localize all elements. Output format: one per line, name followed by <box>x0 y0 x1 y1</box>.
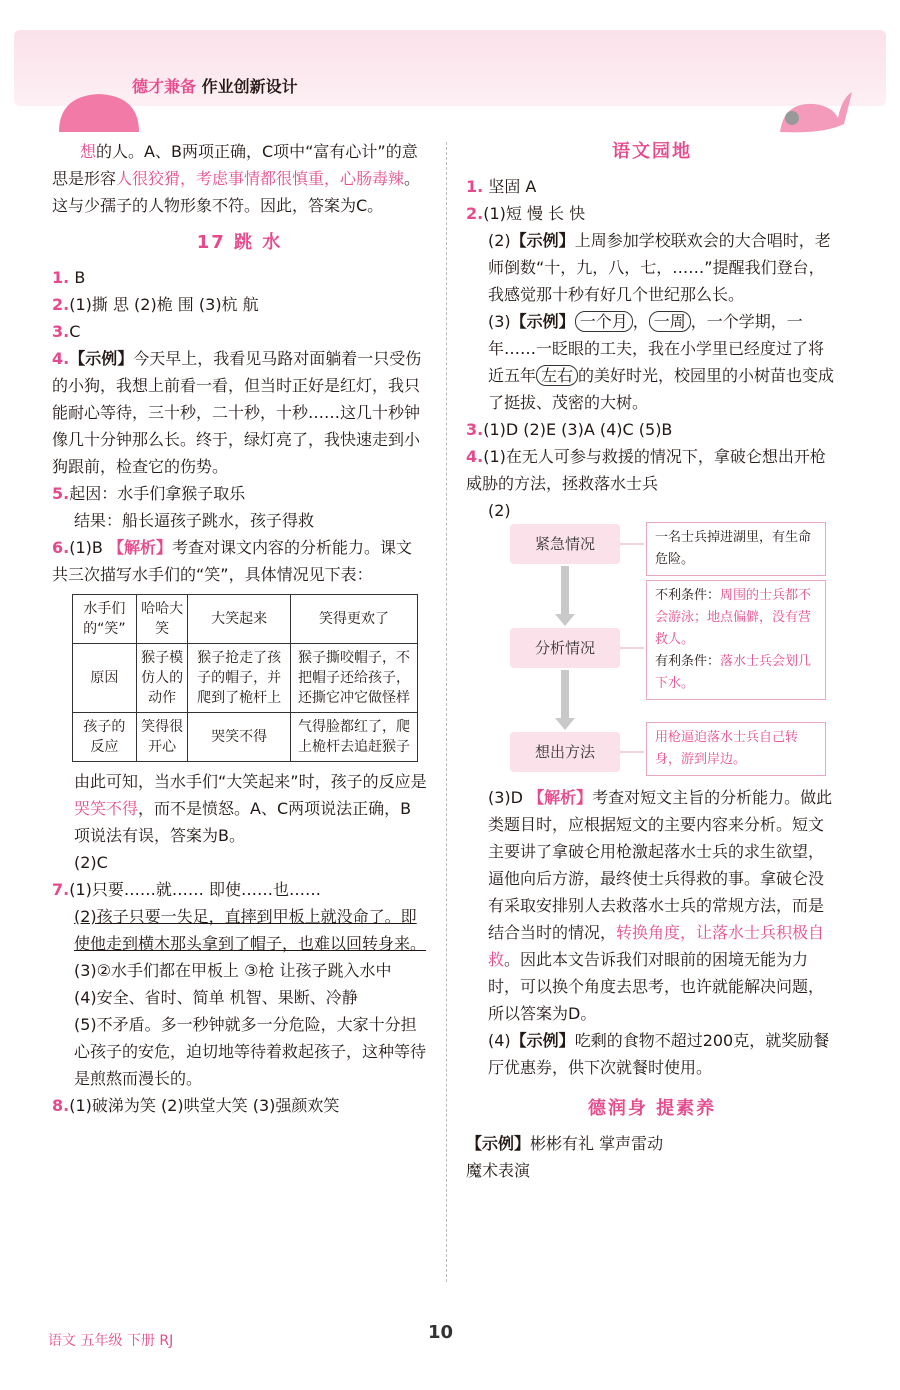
whale-tail-icon <box>774 88 854 134</box>
answer-6-explain: 由此可知，当水手们“大笑起来”时，孩子的反应是哭笑不得，而不是愤怒。A、C两项说法正确，B项说法有误，答案为B。 <box>74 772 427 845</box>
answer-6-2: (2)C <box>74 853 108 872</box>
table-cell: 笑得很开心 <box>136 713 188 762</box>
answer-4: 4.【示例】今天早上，我看见马路对面躺着一只受伤的小狗，我想上前看一看，但当时正好是红灯，我只能耐心等待，三十秒，二十秒，十秒……这几十秒钟像几十分钟那么长。终于，绿灯亮了，我快速走到小狗跟前，检查它的伤势。 <box>52 349 422 476</box>
answer-6: 6.(1)B 【解析】考查对课文内容的分析能力。课文共三次描写水手们的“笑”，具体情况见下表： <box>52 538 412 584</box>
left-column <box>52 138 427 1119</box>
table-cell: 猴子撕咬帽子，不把帽子还给孩子，还撕它冲它做怪样 <box>290 644 417 713</box>
answer-7-4: (4)安全、省时、简单 机智、果断、冷静 <box>74 988 358 1007</box>
flow-diagram <box>466 526 838 776</box>
answer-3: 3.(1)D (2)E (3)A (4)C (5)B <box>466 420 673 439</box>
answer-3: 3.C <box>52 322 81 341</box>
footer-subject: 语文 五年级 下册 RJ <box>48 1333 174 1349</box>
header-brand: 德才兼备 作业创新设计 <box>132 77 298 96</box>
section-title-2: 德润身 提素养 <box>587 1098 717 1119</box>
answer-4-4: (4)【示例】吃剩的食物不超过200克，就奖励餐厅优惠券，供下次就餐时使用。 <box>488 1031 830 1077</box>
column-divider <box>446 142 447 1282</box>
answer-1: 1. 坚固 A <box>466 177 537 196</box>
answer-7-5: (5)不矛盾。多一秒钟就多一分危险，大家十分担心孩子的安危，迫切地等待着救起孩子，这种等待是煎熬而漫长的。 <box>74 1015 427 1088</box>
table-cell: 原因 <box>73 644 137 713</box>
flow-step-1: 紧急情况 <box>510 524 620 564</box>
answer-4-2: (2) <box>488 501 511 520</box>
answer-2-2: (2)【示例】上周参加学校联欢会的大合唱时，老师倒数“十，九，八，七，……”提醒我们登台，我感觉那十秒有好几个世纪那么长。 <box>488 231 831 304</box>
answer-7-2: (2)孩子只要一失足，直摔到甲板上就没命了。即使他走到横木那头拿到了帽子，也难以回转身来。 <box>74 907 427 953</box>
flow-arrows <box>466 526 666 776</box>
page-header <box>14 30 886 106</box>
answer-2: 2.(1)撕 思 (2)桅 围 (3)杭 航 <box>52 295 259 314</box>
answer-5: 5.起因：水手们拿猴子取乐 <box>52 484 246 503</box>
table-cell: 孩子的反应 <box>73 713 137 762</box>
table-cell: 哭笑不得 <box>188 713 290 762</box>
flow-step-3: 想出方法 <box>510 732 620 772</box>
answer-7-3: (3)②水手们都在甲板上 ③枪 让孩子跳入水中 <box>74 961 392 980</box>
answer-1: 1. B <box>52 268 86 287</box>
table-cell: 水手们的“笑” <box>73 595 137 644</box>
flow-box-3: 用枪逼迫落水士兵自己转身，游到岸边。 <box>646 722 826 776</box>
table-cell: 笑得更欢了 <box>290 595 417 644</box>
answer-2-3: (3)【示例】 一个月 ， 一周 ，一个学期，一年……一眨眼的工夫，我在小学里已经度过了将近五年 左右 的美好时光，校园里的小树苗也变成了挺拔、茂密的大树。 <box>488 312 835 412</box>
page-number: 10 <box>428 1322 454 1343</box>
answer-8: 8.(1)破涕为笑 (2)哄堂大笑 (3)强颜欢笑 <box>52 1096 340 1115</box>
table-cell: 气得脸都红了，爬上桅杆去追赶猴子 <box>290 713 417 762</box>
example-answer-2: 魔术表演 <box>466 1161 531 1180</box>
example-answer: 【示例】彬彬有礼 掌声雷动 <box>466 1134 664 1153</box>
answer-7: 7.(1)只要……就…… 即使……也…… <box>52 880 321 899</box>
table-cell: 猴子抢走了孩子的帽子，并爬到了桅杆上 <box>188 644 290 713</box>
whale-icon <box>54 88 144 132</box>
table-cell: 猴子模仿人的动作 <box>136 644 188 713</box>
table-cell: 哈哈大笑 <box>136 595 188 644</box>
table-cell: 大笑起来 <box>188 595 290 644</box>
section-title: 语文园地 <box>612 141 692 162</box>
right-column <box>466 138 838 1184</box>
flow-step-2: 分析情况 <box>510 628 620 668</box>
flow-box-2: 不利条件：周围的士兵都不会游泳；地点偏僻，没有营救人。 有利条件：落水士兵会划几下水。 <box>646 580 826 700</box>
answer-4-3: (3)D 【解析】考查对短文主旨的分析能力。做此类题目时，应根据短文的主要内容来分析。短文主要讲了拿破仑用枪激起落水士兵的求生欲望，逼他向后方游，最终使士兵得救的事。拿破仑没有采取安排别人去救落水士兵的常规方法，而是结合当时的情况，转换角度，让落水士兵积极自救。因此本文告诉我们对眼前的困境无能为力时，可以换个角度去思考，也许就能解决问题，所以答案为D。 <box>488 788 833 1023</box>
section-title: 17 跳 水 <box>196 232 283 253</box>
answer-5b: 结果：船长逼孩子跳水，孩子得救 <box>74 511 315 530</box>
carry-over-paragraph: 想的人。A、B两项正确，C项中“富有心计”的意思是形容人很狡猾，考虑事情都很慎重，心肠毒辣。这与少孺子的人物形象不符。因此，答案为C。 <box>52 142 421 215</box>
answer-2: 2.(1)短 慢 长 快 <box>466 204 586 223</box>
laugh-table <box>72 594 418 762</box>
flow-box-1: 一名士兵掉进湖里，有生命危险。 <box>646 522 826 576</box>
answer-4: 4.(1)在无人可参与救援的情况下，拿破仑想出开枪威胁的方法，拯救落水士兵 <box>466 447 826 493</box>
